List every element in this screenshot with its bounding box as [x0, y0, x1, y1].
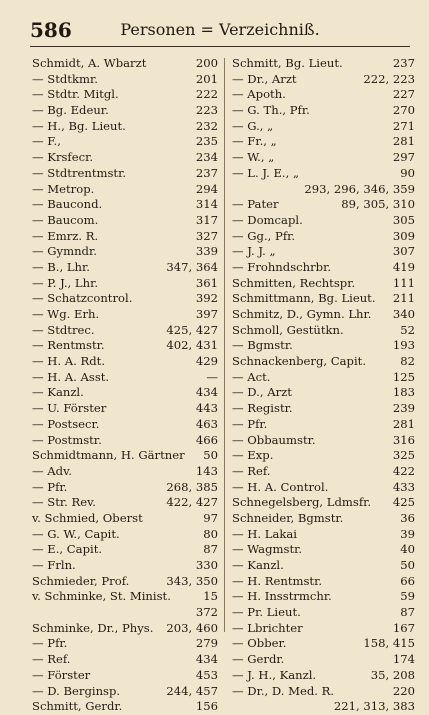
index-entry	[232, 370, 415, 386]
index-entry	[32, 605, 218, 621]
index-entry	[32, 495, 218, 511]
index-entry	[32, 448, 218, 464]
index-entry	[232, 56, 415, 72]
index-entry	[232, 558, 415, 574]
index-entry	[232, 417, 415, 433]
entry-label: Schmitt, Gerdr.	[32, 699, 123, 714]
entry-page-refs: 200	[195, 56, 218, 70]
index-entry	[32, 56, 218, 72]
entry-page-refs: 279	[195, 636, 218, 651]
entry-label: — Lbrichter	[232, 620, 303, 635]
index-entry	[232, 291, 415, 307]
entry-page-refs: 220	[392, 683, 415, 698]
entry-label: Schmitz, D., Gymn. Lhr.	[232, 307, 372, 321]
entry-page-refs: 305	[392, 212, 415, 227]
entry-label: — Stdtr. Mitgl.	[32, 87, 119, 102]
index-entry	[232, 134, 415, 150]
entry-page-refs: 223	[195, 103, 218, 118]
entry-label: — H. A. Control.	[232, 479, 329, 494]
entry-label: — Baucond.	[32, 197, 103, 212]
entry-label: Schmidt, A. Wbarzt	[32, 56, 147, 70]
page-title: Personen = Verzeichniß.	[120, 20, 320, 39]
index-entry	[232, 385, 415, 401]
entry-label: — Pfr.	[32, 636, 68, 651]
index-entry	[232, 150, 415, 166]
entry-page-refs: 434	[195, 652, 218, 667]
entry-label: — H. Insstrmchr.	[232, 589, 332, 604]
entry-page-refs: 59	[400, 589, 415, 604]
entry-label: — D. Berginsp.	[32, 683, 121, 698]
index-entry	[32, 652, 218, 668]
index-entry	[32, 150, 218, 166]
entry-label: — J. H., Kanzl.	[232, 667, 317, 682]
index-entry	[232, 621, 415, 637]
entry-label: — H., Bg. Lieut.	[32, 118, 126, 133]
entry-page-refs: 402, 431	[166, 338, 218, 353]
entry-label: — Kanzl.	[232, 558, 284, 572]
entry-page-refs: 234	[195, 150, 218, 165]
index-entry	[32, 527, 218, 543]
entry-label: — Emrz. R.	[32, 228, 99, 243]
entry-label: — J. J. „	[232, 244, 276, 259]
entry-label: — Stdtrec.	[32, 322, 95, 337]
entry-page-refs: 201	[195, 71, 218, 86]
entry-page-refs: 193	[392, 338, 415, 353]
entry-page-refs: 443	[195, 401, 218, 416]
entry-label: — Baucom.	[32, 212, 99, 227]
entry-page-refs: 314	[195, 197, 218, 212]
entry-page-refs: 80	[203, 526, 218, 541]
entry-label: — H. A. Asst.	[32, 369, 110, 384]
entry-page-refs: 294	[195, 181, 218, 196]
entry-page-refs: 453	[195, 667, 218, 682]
entry-label: Schnackenberg, Capit.	[232, 354, 367, 369]
entry-page-refs: 97	[203, 510, 218, 525]
entry-label: — Bg. Edeur.	[32, 103, 109, 118]
entry-label: Schnegelsberg, Ldmsfr.	[232, 495, 372, 510]
entry-page-refs: 422, 427	[166, 495, 218, 510]
header-rule	[30, 46, 410, 47]
entry-label: — Wg. Erh.	[32, 307, 100, 321]
index-entry	[32, 213, 218, 229]
entry-page-refs: 125	[392, 369, 415, 384]
entry-page-refs: 433	[392, 479, 415, 494]
index-entry	[232, 636, 415, 652]
index-entry	[232, 480, 415, 496]
entry-page-refs: 347, 364	[166, 259, 218, 274]
entry-label: Schmoll, Gestütkn.	[232, 322, 344, 337]
index-entry	[32, 417, 218, 433]
entry-label: — Fr., „	[232, 134, 277, 149]
entry-page-refs: 429	[195, 354, 218, 369]
entry-label: — W., „	[232, 150, 275, 165]
entry-label: — H. Lakai	[232, 526, 298, 541]
entry-label: — Bgmstr.	[232, 338, 293, 353]
index-entry	[232, 652, 415, 668]
entry-page-refs: 325	[392, 448, 415, 463]
entry-label: — Stdtrentmstr.	[32, 165, 127, 180]
index-entry	[232, 684, 415, 700]
entry-label: — D., Arzt	[232, 385, 292, 400]
entry-label: — Apoth.	[232, 87, 286, 102]
entry-page-refs: 463	[195, 416, 218, 431]
entry-page-refs: 158, 415	[363, 636, 415, 651]
index-entry	[232, 605, 415, 621]
entry-page-refs: 317	[195, 212, 218, 227]
entry-label: Schmittmann, Bg. Lieut.	[232, 291, 376, 306]
index-column-right	[232, 56, 415, 715]
entry-label: — Frohndschrbr.	[232, 259, 332, 274]
index-entry	[232, 166, 415, 182]
index-entry	[32, 480, 218, 496]
entry-page-refs: 330	[195, 558, 218, 572]
entry-page-refs: 89, 305, 310	[341, 197, 415, 212]
index-entry	[32, 72, 218, 88]
column-divider	[224, 58, 225, 632]
entry-page-refs: 36	[400, 510, 415, 525]
entry-label: — Gerdr.	[232, 652, 285, 667]
index-entry	[32, 338, 218, 354]
entry-page-refs: —	[206, 369, 218, 384]
entry-page-refs: 268, 385	[166, 479, 218, 494]
entry-page-refs: 222	[195, 87, 218, 102]
page-header	[30, 18, 410, 42]
index-entry	[32, 558, 218, 574]
entry-label: — Dr., D. Med. R.	[232, 683, 335, 698]
entry-page-refs: 221, 313, 383	[333, 699, 415, 714]
entry-page-refs: 419	[392, 259, 415, 274]
index-entry	[32, 511, 218, 527]
entry-page-refs: 425	[392, 495, 415, 510]
index-entry	[232, 182, 415, 198]
entry-label: — G. Th., Pfr.	[232, 103, 310, 118]
entry-label: — Pfr.	[32, 479, 68, 494]
entry-label: — Dr., Arzt	[232, 71, 297, 86]
entry-page-refs: 422	[392, 463, 415, 478]
entry-page-refs: 111	[392, 275, 415, 290]
entry-page-refs: 271	[392, 118, 415, 133]
entry-label: — Postmstr.	[32, 432, 102, 447]
entry-label: — P. J., Lhr.	[32, 275, 99, 290]
entry-label: — Domcapl.	[232, 212, 303, 227]
index-entry	[32, 574, 218, 590]
index-entry	[32, 134, 218, 150]
entry-label: — H. Rentmstr.	[232, 573, 323, 588]
entry-page-refs: 237	[195, 165, 218, 180]
entry-page-refs: 339	[195, 244, 218, 259]
entry-label: — Exp.	[232, 448, 274, 463]
entry-page-refs: 52	[400, 322, 415, 337]
index-entry	[32, 244, 218, 260]
index-entry	[32, 260, 218, 276]
entry-label: — Ref.	[232, 463, 271, 478]
index-entry	[232, 699, 415, 715]
entry-label: Schmidtmann, H. Gärtner	[32, 448, 185, 463]
entry-label: — Pr. Lieut.	[232, 605, 301, 620]
entry-label: — Act.	[232, 369, 271, 384]
index-entry	[32, 370, 218, 386]
index-entry	[32, 401, 218, 417]
entry-label: — Obbaumstr.	[232, 432, 316, 447]
entry-label: — Adv.	[32, 463, 72, 478]
index-entry	[32, 87, 218, 103]
entry-label: — Postsecr.	[32, 416, 100, 431]
entry-page-refs: 239	[392, 401, 415, 416]
entry-page-refs: 307	[392, 244, 415, 259]
page-number: 586	[30, 18, 72, 42]
index-entry	[32, 197, 218, 213]
entry-page-refs: 50	[203, 448, 218, 463]
entry-label: — Str. Rev.	[32, 495, 96, 510]
index-entry	[32, 323, 218, 339]
index-entry	[32, 166, 218, 182]
index-entry	[232, 244, 415, 260]
entry-label: Schminke, Dr., Phys.	[32, 620, 154, 635]
entry-page-refs: 343, 350	[166, 573, 218, 588]
index-column-left	[32, 56, 218, 715]
entry-page-refs: 222, 223	[363, 71, 415, 86]
index-entry	[32, 103, 218, 119]
entry-label: — L. J. E., „	[232, 165, 299, 180]
index-entry	[32, 354, 218, 370]
index-entry	[232, 229, 415, 245]
index-entry	[232, 589, 415, 605]
entry-label: — Registr.	[232, 401, 293, 416]
entry-page-refs: 87	[400, 605, 415, 620]
index-entry	[232, 495, 415, 511]
index-entry	[32, 385, 218, 401]
index-entry	[232, 323, 415, 339]
index-entry	[232, 448, 415, 464]
entry-label: Schmitten, Rechtspr.	[232, 275, 356, 290]
entry-page-refs: 434	[195, 385, 218, 400]
entry-page-refs: 361	[195, 275, 218, 290]
index-entry	[32, 433, 218, 449]
entry-label: — Schatzcontrol.	[32, 291, 133, 306]
entry-page-refs: 340	[392, 307, 415, 321]
entry-page-refs: 35, 208	[370, 667, 415, 682]
index-entry	[232, 213, 415, 229]
index-entry	[32, 636, 218, 652]
entry-label: — B., Lhr.	[32, 259, 90, 274]
index-entry	[232, 574, 415, 590]
entry-page-refs: 270	[392, 103, 415, 118]
entry-page-refs: 293, 296, 346, 359	[304, 181, 415, 196]
index-entry	[232, 197, 415, 213]
entry-label: — U. Förster	[32, 401, 107, 416]
index-entry	[32, 291, 218, 307]
entry-page-refs: 143	[195, 463, 218, 478]
entry-page-refs: 466	[195, 432, 218, 447]
entry-label: v. Schminke, St. Minist.	[32, 589, 171, 604]
entry-label: — Pater	[232, 197, 279, 212]
entry-page-refs: 50	[400, 558, 415, 572]
entry-label: Schneider, Bgmstr.	[232, 510, 344, 525]
entry-page-refs: 232	[195, 118, 218, 133]
entry-label: v. Schmied, Oberst	[32, 510, 143, 525]
entry-label: — H. A. Rdt.	[32, 354, 105, 369]
index-entry	[32, 699, 218, 715]
index-entry	[32, 589, 218, 605]
index-entry	[232, 103, 415, 119]
entry-label: — Wagmstr.	[232, 542, 303, 557]
entry-label: — Rentmstr.	[32, 338, 105, 353]
index-entry	[232, 72, 415, 88]
index-entry	[232, 511, 415, 527]
entry-page-refs: 327	[195, 228, 218, 243]
index-entry	[232, 354, 415, 370]
entry-page-refs: 167	[392, 620, 415, 635]
entry-label: — F.,	[32, 134, 61, 149]
entry-label: — Metrop.	[32, 181, 95, 196]
entry-label: — Krsfecr.	[32, 150, 94, 165]
entry-page-refs: 237	[392, 56, 415, 70]
entry-label: — Obber.	[232, 636, 287, 651]
index-entry	[232, 87, 415, 103]
entry-page-refs: 40	[400, 542, 415, 557]
index-entry	[32, 464, 218, 480]
entry-page-refs: 309	[392, 228, 415, 243]
entry-label: — Stdtkmr.	[32, 71, 98, 86]
index-entry	[232, 260, 415, 276]
index-entry	[232, 464, 415, 480]
entry-label: — Gg., Pfr.	[232, 228, 296, 243]
entry-page-refs: 281	[392, 134, 415, 149]
entry-page-refs: 90	[400, 165, 415, 180]
entry-page-refs: 392	[195, 291, 218, 306]
entry-label: Schmitt, Bg. Lieut.	[232, 56, 343, 70]
entry-label: — Frln.	[32, 558, 76, 572]
entry-label: — G. W., Capit.	[32, 526, 120, 541]
entry-page-refs: 244, 457	[166, 683, 218, 698]
index-entry	[32, 542, 218, 558]
entry-page-refs: 203, 460	[166, 620, 218, 635]
index-entry	[32, 182, 218, 198]
index-entry	[32, 229, 218, 245]
entry-label: — Kanzl.	[32, 385, 84, 400]
entry-label: — Förster	[32, 667, 91, 682]
index-entry	[232, 527, 415, 543]
entry-page-refs: 66	[400, 573, 415, 588]
entry-page-refs: 281	[392, 416, 415, 431]
entry-page-refs: 156	[195, 699, 218, 714]
entry-page-refs: 174	[392, 652, 415, 667]
entry-page-refs: 397	[195, 307, 218, 321]
entry-page-refs: 87	[203, 542, 218, 557]
entry-label: — Gymndr.	[32, 244, 97, 259]
entry-label: — E., Capit.	[32, 542, 103, 557]
index-entry	[232, 276, 415, 292]
entry-label: — Pfr.	[232, 416, 268, 431]
entry-page-refs: 227	[392, 87, 415, 102]
entry-page-refs: 372	[195, 605, 218, 620]
index-entry	[232, 433, 415, 449]
entry-label: — Ref.	[32, 652, 71, 667]
index-entry	[32, 276, 218, 292]
entry-label: Schmieder, Prof.	[32, 573, 130, 588]
entry-page-refs: 235	[195, 134, 218, 149]
entry-page-refs: 15	[203, 589, 218, 604]
index-entry	[232, 338, 415, 354]
index-entry	[32, 307, 218, 323]
entry-page-refs: 297	[392, 150, 415, 165]
index-entry	[232, 542, 415, 558]
index-entry	[232, 119, 415, 135]
index-entry	[232, 307, 415, 323]
index-entry	[32, 119, 218, 135]
index-entry	[32, 684, 218, 700]
entry-page-refs: 82	[400, 354, 415, 369]
entry-page-refs: 211	[392, 291, 415, 306]
entry-page-refs: 425, 427	[166, 322, 218, 337]
entry-page-refs: 39	[400, 526, 415, 541]
entry-page-refs: 316	[392, 432, 415, 447]
entry-label: — G., „	[232, 118, 274, 133]
index-entry	[232, 401, 415, 417]
entry-page-refs: 183	[392, 385, 415, 400]
index-entry	[32, 621, 218, 637]
